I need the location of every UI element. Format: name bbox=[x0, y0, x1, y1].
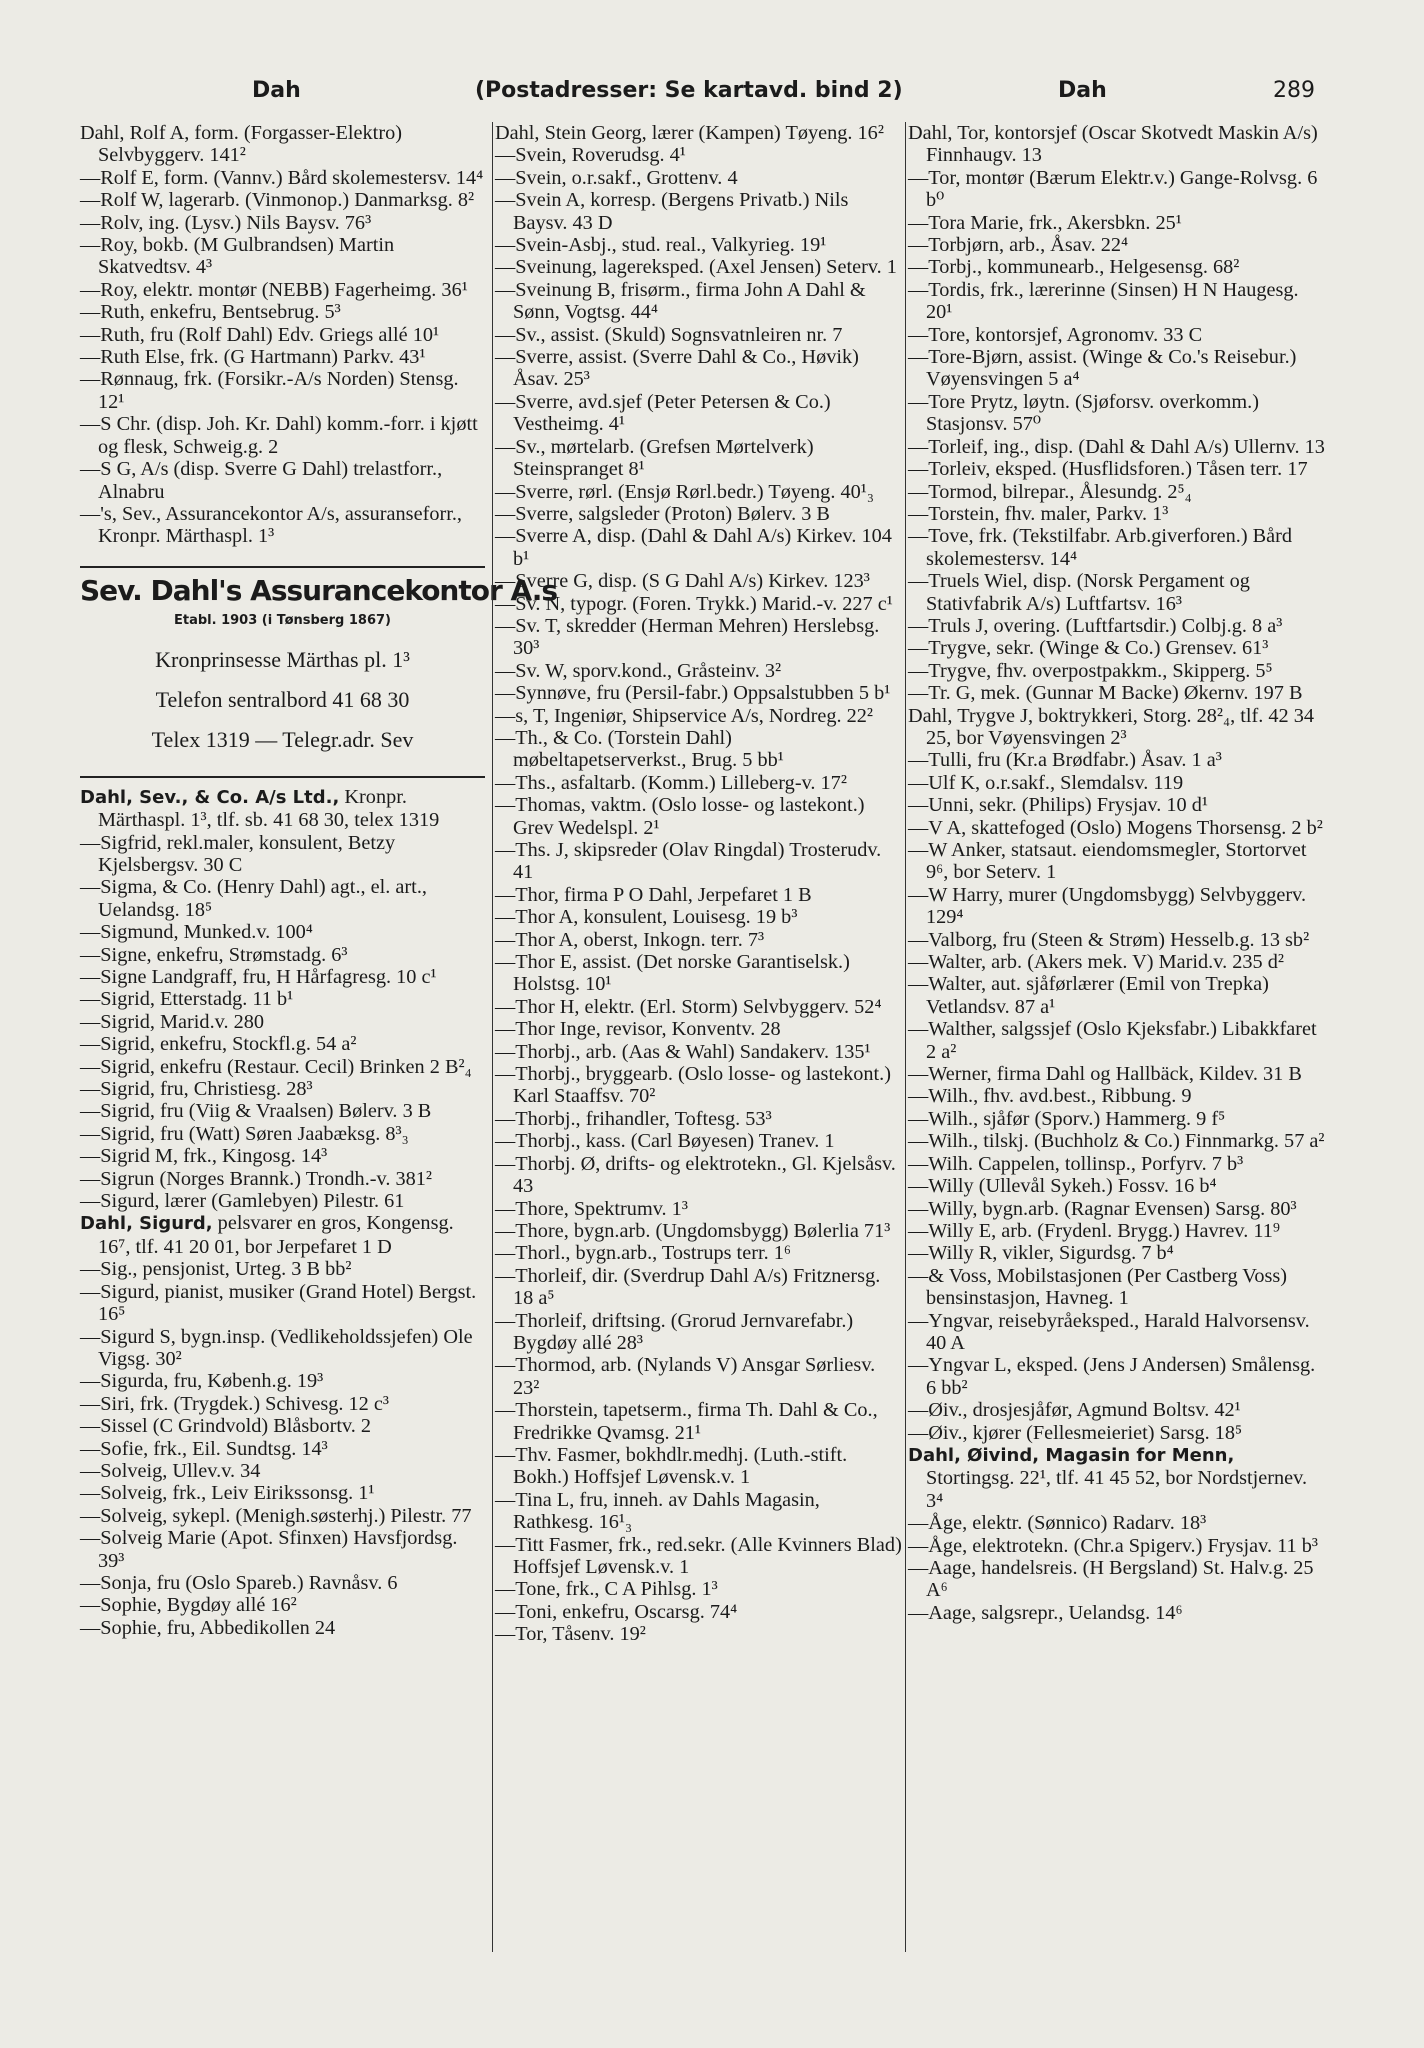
directory-entry bbox=[80, 1011, 485, 1033]
advertisement bbox=[80, 566, 558, 778]
directory-entry bbox=[908, 279, 1326, 324]
directory-entry: —Sveinung B, frisørm., firma John A Dahl & Sønn, Vogtsg. 44⁴ bbox=[495, 278, 866, 324]
ad-address: Kronprinsesse Märthas pl. 1³ bbox=[155, 646, 410, 672]
directory-entry: —Ruth, enkefru, Bentsebrug. 5³ bbox=[80, 301, 341, 324]
entry-text: —Willy, bygn.arb. (Ragnar Evensen) Sarsg. 80³ bbox=[908, 1197, 1297, 1220]
directory-entry bbox=[908, 503, 1326, 525]
directory-entry bbox=[908, 817, 1326, 839]
directory-entry: —Sverre, assist. (Sverre Dahl & Co., Høvik) Åsav. 25³ bbox=[495, 346, 859, 391]
header-right-keyword: Dah bbox=[1058, 78, 1107, 103]
entry-text: —Sigurd, pianist, musiker (Grand Hotel) Bergst. 16⁵ bbox=[80, 1280, 477, 1326]
directory-entry bbox=[80, 1056, 485, 1078]
directory-entry: —Thorbj., bryggearb. (Oslo losse- og lastekont.) Karl Staaffsv. 70² bbox=[495, 1063, 891, 1108]
entry-text: —Ulf K, o.r.sakf., Slemdalsv. 119 bbox=[908, 771, 1184, 794]
directory-entry bbox=[908, 682, 1326, 704]
directory-entry bbox=[908, 481, 1326, 503]
directory-entry bbox=[80, 1168, 485, 1190]
entry-text: —Torleif, ing., disp. (Dahl & Dahl A/s) Ullernv. 13 bbox=[908, 435, 1325, 458]
ad-telex: Telex 1319 — Telegr.adr. Sev bbox=[151, 727, 414, 753]
directory-entry bbox=[80, 1123, 485, 1145]
directory-entry bbox=[908, 324, 1326, 346]
entry-text: —Sigrun (Norges Brannk.) Trondh.-v. 381² bbox=[80, 1167, 432, 1190]
directory-entry: —Thor E, assist. (Det norske Garantiselsk.) Holstsg. 10¹ bbox=[495, 951, 850, 996]
directory-entry bbox=[908, 1602, 1326, 1624]
header-postal-note: (Postadresser: Se kartavd. bind 2) bbox=[475, 78, 903, 103]
entry-text: —Tordis, frk., lærerinne (Sinsen) H N Haugesg. 20¹ bbox=[908, 278, 1299, 324]
directory-entry: —Sverre, avd.sjef (Peter Petersen & Co.) Vestheimg. 4¹ bbox=[495, 390, 831, 436]
directory-entry: —Rolf E, form. (Vannv.) Bård skolemestersv. 14⁴ bbox=[80, 166, 484, 189]
directory-entry bbox=[908, 973, 1326, 1018]
directory-entry: —Svein, o.r.sakf., Grottenv. 4 bbox=[495, 166, 738, 189]
directory-entry bbox=[908, 525, 1326, 570]
directory-entry: —Sverre, rørl. (Ensjø Rørl.bedr.) Tøyeng. 40¹₃ bbox=[495, 480, 874, 503]
entry-text: —Tora Marie, frk., Akersbkn. 25¹ bbox=[908, 211, 1182, 234]
directory-entry bbox=[80, 1393, 485, 1415]
directory-entry: —Thor Inge, revisor, Konventv. 28 bbox=[495, 1018, 781, 1041]
directory-entry: —Sv., assist. (Skuld) Sognsvatnleiren nr. 7 bbox=[495, 323, 843, 346]
entry-text: —Werner, firma Dahl og Hallbäck, Kildev. 31 B bbox=[908, 1063, 1302, 1086]
directory-entry bbox=[80, 1482, 485, 1504]
header-left-keyword: Dah bbox=[252, 78, 301, 103]
directory-entry: —Thorbj., kass. (Carl Bøyesen) Tranev. 1 bbox=[495, 1130, 835, 1153]
column-3 bbox=[905, 122, 1326, 1952]
directory-entry bbox=[908, 570, 1326, 615]
entry-text: —Tulli, fru (Kr.a Brødfabr.) Åsav. 1 a³ bbox=[908, 749, 1222, 772]
directory-entry bbox=[80, 988, 485, 1010]
directory-entry bbox=[908, 1354, 1326, 1399]
entry-text: —Torbjørn, arb., Åsav. 22⁴ bbox=[908, 234, 1129, 257]
directory-entry: —Sverre, salgsleder (Proton) Bølerv. 3 B bbox=[495, 502, 830, 525]
directory-entry bbox=[80, 1460, 485, 1482]
directory-entry bbox=[908, 436, 1326, 458]
column-1 bbox=[80, 122, 558, 1952]
directory-entry bbox=[80, 1033, 485, 1055]
entry-text: —Sigfrid, rekl.maler, konsulent, Betzy Kjelsbergsv. 30 C bbox=[80, 831, 396, 876]
entry-text: —Tormod, bilrepar., Ålesundg. 2⁵₄ bbox=[908, 480, 1192, 503]
directory-entry bbox=[908, 458, 1326, 480]
entry-text: —Trygve, fhv. overpostpakkm., Skipperg. 5⁵ bbox=[908, 659, 1273, 682]
directory-entry bbox=[80, 876, 485, 921]
entry-text: —Walter, arb. (Akers mek. V) Marid.v. 235 d² bbox=[908, 951, 1284, 974]
directory-entry bbox=[80, 1258, 485, 1280]
entry-text: —Tore, kontorsjef, Agronomv. 33 C bbox=[908, 323, 1203, 346]
entry-text: —Sigmund, Munked.v. 100⁴ bbox=[80, 921, 313, 944]
directory-entry bbox=[908, 1130, 1326, 1152]
directory-entry: —Thor, firma P O Dahl, Jerpefaret 1 B bbox=[495, 883, 812, 906]
directory-entry bbox=[908, 1085, 1326, 1107]
directory-entry: —Tor, Tåsenv. 19² bbox=[495, 1623, 646, 1646]
directory-entry-bold bbox=[80, 1212, 485, 1258]
entry-text: —Yngvar, reisebyråeksped., Harald Halvorsensv. 40 A bbox=[908, 1309, 1310, 1354]
directory-entry: —Toni, enkefru, Oscarsg. 74⁴ bbox=[495, 1600, 738, 1623]
entry-text: —Tor, montør (Bærum Elektr.v.) Gange-Rolvsg. 6 b⁰ bbox=[908, 166, 1318, 212]
entry-text: —Sigrid, fru (Watt) Søren Jaabæksg. 8³₃ bbox=[80, 1122, 409, 1145]
directory-entry: —Synnøve, fru (Persil-fabr.) Oppsalstubben 5 b¹ bbox=[495, 682, 891, 705]
directory-entry: —Svein-Asbj., stud. real., Valkyrieg. 19¹ bbox=[495, 234, 827, 257]
entry-text: —Siri, frk. (Trygdek.) Schivesg. 12 c³ bbox=[80, 1392, 389, 1415]
directory-entry: —Sv. N, typogr. (Foren. Trykk.) Marid.-v. 227 c¹ bbox=[495, 592, 893, 615]
page-header bbox=[80, 78, 1325, 114]
entry-text: —Unni, sekr. (Philips) Frysjav. 10 d¹ bbox=[908, 794, 1208, 817]
entry-text: —Tore-Bjørn, assist. (Winge & Co.'s Reisebur.) Vøyensvingen 5 a⁴ bbox=[908, 346, 1297, 391]
directory-entry: —Thore, bygn.arb. (Ungdomsbygg) Bølerlia 71³ bbox=[495, 1219, 891, 1242]
directory-entry: —Thorleif, driftsing. (Grorud Jernvarefabr.) Bygdøy allé 28³ bbox=[495, 1309, 854, 1354]
directory-entry bbox=[80, 1572, 485, 1594]
directory-entry: —Sverre A, disp. (Dahl & Dahl A/s) Kirkev. 104 b¹ bbox=[495, 525, 892, 570]
directory-entry bbox=[908, 1557, 1326, 1602]
directory-entry bbox=[908, 1220, 1326, 1242]
directory-entry: —Sverre G, disp. (S G Dahl A/s) Kirkev. 123³ bbox=[495, 570, 870, 593]
entry-text: —Sigrid, Etterstadg. 11 b¹ bbox=[80, 988, 294, 1011]
ad-phone: Telefon sentralbord 41 68 30 bbox=[155, 686, 410, 712]
entry-text: —Wilh., tilskj. (Buchholz & Co.) Finnmarkg. 57 a² bbox=[908, 1130, 1325, 1153]
entry-text: —Valborg, fru (Steen & Strøm) Hesselb.g. 13 sb² bbox=[908, 928, 1310, 951]
entry-text: —Aage, salgsrepr., Uelandsg. 14⁶ bbox=[908, 1601, 1183, 1624]
column-2 bbox=[492, 122, 903, 1952]
directory-entry bbox=[80, 1617, 485, 1639]
entry-text: —Yngvar L, eksped. (Jens J Andersen) Smålensg. 6 bb² bbox=[908, 1354, 1316, 1399]
directory-entry: —Roy, elektr. montør (NEBB) Fagerheimg. 36¹ bbox=[80, 278, 468, 301]
entry-text: —Åge, elektrotekn. (Chr.a Spigerv.) Frysjav. 11 b³ bbox=[908, 1534, 1318, 1557]
entry-text: —Sigurda, fru, Københ.g. 19³ bbox=[80, 1370, 324, 1393]
directory-entry bbox=[908, 1242, 1326, 1264]
directory-entry bbox=[908, 637, 1326, 659]
entry-text: Stortingsg. 22¹, tlf. 41 45 52, bor Nordstjernev. 3⁴ bbox=[926, 1467, 1308, 1512]
directory-entry: —S G, A/s (disp. Sverre G Dahl) trelastforr., Alnabru bbox=[80, 458, 443, 503]
directory-entry: —Ths., asfaltarb. (Komm.) Lilleberg-v. 17² bbox=[495, 771, 847, 794]
entry-text: —Solveig, frk., Leiv Eirikssonsg. 1¹ bbox=[80, 1482, 375, 1505]
entry-text: —Torbj., kommunearb., Helgesensg. 68² bbox=[908, 256, 1240, 279]
directory-entry bbox=[908, 1512, 1326, 1534]
directory-entry: —Thv. Fasmer, bokhdlr.medhj. (Luth.-stift. Bokh.) Hoffsjef Løvensk.v. 1 bbox=[495, 1443, 848, 1489]
entry-text: —Øiv., drosjesjåfør, Agmund Boltsv. 42¹ bbox=[908, 1399, 1241, 1422]
entry-text: —Sigrid, enkefru, Stockfl.g. 54 a² bbox=[80, 1033, 357, 1056]
entry-text: —Tr. G, mek. (Gunnar M Backe) Økernv. 197 B bbox=[908, 682, 1303, 705]
directory-entry bbox=[80, 832, 485, 877]
entry-text: —Sigurd, lærer (Gamlebyen) Pilestr. 61 bbox=[80, 1190, 405, 1213]
entry-text: —Wilh., sjåfør (Sporv.) Hammerg. 9 f⁵ bbox=[908, 1107, 1226, 1130]
directory-entry bbox=[80, 1527, 485, 1572]
entry-text: —Øiv., kjører (Fellesmeieriet) Sarsg. 18⁵ bbox=[908, 1421, 1243, 1444]
ad-company-name: Sev. Dahl's Assurancekontor A.s bbox=[80, 573, 558, 607]
directory-entry: —Ruth, fru (Rolf Dahl) Edv. Griegs allé 10¹ bbox=[80, 323, 440, 346]
directory-entry bbox=[80, 944, 485, 966]
entry-text: —Tove, frk. (Tekstilfabr. Arb.giverforen.) Bård skolemestersv. 14⁴ bbox=[908, 525, 1293, 570]
directory-entry bbox=[908, 122, 1326, 167]
directory-entry bbox=[80, 1326, 485, 1371]
directory-entry: —Ths. J, skipsreder (Olav Ringdal) Trosterudv. 41 bbox=[495, 839, 882, 884]
entry-text: —Sigrid, Marid.v. 280 bbox=[80, 1010, 265, 1033]
directory-entry bbox=[908, 1422, 1326, 1444]
directory-entry: —Tone, frk., C A Pihlsg. 1³ bbox=[495, 1578, 718, 1601]
directory-entry bbox=[80, 1415, 485, 1437]
entry-text: —Tore Prytz, løytn. (Sjøforsv. overkomm.) Stasjonsv. 57⁰ bbox=[908, 390, 1260, 436]
directory-entry bbox=[908, 660, 1326, 682]
directory-entry: Dahl, Stein Georg, lærer (Kampen) Tøyeng. 16² bbox=[495, 122, 884, 144]
entry-text: —Torstein, fhv. maler, Parkv. 1³ bbox=[908, 502, 1169, 525]
directory-entry-bold bbox=[80, 786, 485, 832]
entry-text: —Willy E, arb. (Frydenl. Brygg.) Havrev. 11⁹ bbox=[908, 1219, 1280, 1242]
page-number: 289 bbox=[1273, 78, 1315, 103]
entry-text: —Solveig, sykepl. (Menigh.søsterhj.) Pilestr. 77 bbox=[80, 1504, 472, 1527]
entry-text: —Signe Landgraff, fru, H Hårfagresg. 10 c¹ bbox=[80, 966, 437, 988]
directory-entry bbox=[908, 212, 1326, 234]
directory-entry bbox=[908, 1535, 1326, 1557]
directory-entry: —Ruth Else, frk. (G Hartmann) Parkv. 43¹ bbox=[80, 346, 426, 369]
directory-entry: —S Chr. (disp. Joh. Kr. Dahl) komm.-forr. i kjøtt og flesk, Schweig.g. 2 bbox=[80, 413, 478, 458]
entry-text: —Solveig Marie (Apot. Sfinxen) Havsfjordsg. 39³ bbox=[80, 1527, 458, 1572]
entry-text: Dahl, Trygve J, boktrykkeri, Storg. 28²₄, tlf. 42 34 25, bor Vøyensvingen 2³ bbox=[908, 704, 1315, 749]
directory-entry bbox=[908, 234, 1326, 256]
directory-entry bbox=[908, 951, 1326, 973]
directory-entry bbox=[80, 1505, 485, 1527]
entry-bold-heading: Dahl, Øivind, Magasin for Menn, bbox=[908, 1444, 1235, 1466]
directory-entry: —Thormod, arb. (Nylands V) Ansgar Sørliesv. 23² bbox=[495, 1354, 876, 1399]
entry-text: —& Voss, Mobilstasjonen (Per Castberg Voss) bensinstasjon, Havneg. 1 bbox=[908, 1264, 1287, 1310]
directory-entry: —Sveinung, lagereksped. (Axel Jensen) Seterv. 1 bbox=[495, 256, 897, 279]
ad-established: Etabl. 1903 (i Tønsberg 1867) bbox=[174, 613, 391, 629]
entry-text: —Truls J, overing. (Luftfartsdir.) Colbj.g. 8 a³ bbox=[908, 614, 1283, 637]
directory-entry bbox=[80, 1078, 485, 1100]
entry-text: —Solveig, Ullev.v. 34 bbox=[80, 1459, 261, 1482]
entry-text: —Åge, elektr. (Sønnico) Radarv. 18³ bbox=[908, 1512, 1207, 1535]
directory-entry bbox=[908, 929, 1326, 951]
directory-entry: —Thorstein, tapetserm., firma Th. Dahl & Co., Fredrikke Qvamsg. 21¹ bbox=[495, 1399, 878, 1444]
column-1-bottom-entries bbox=[80, 786, 485, 1639]
directory-entry-bold bbox=[908, 1444, 1326, 1512]
directory-entry bbox=[908, 1399, 1326, 1421]
column-1-top-entries bbox=[80, 122, 485, 548]
directory-entry: —Thorbj. Ø, drifts- og elektrotekn., Gl. Kjelsåsv. 43 bbox=[495, 1152, 896, 1198]
entry-text: —Sophie, fru, Abbedikollen 24 bbox=[80, 1616, 336, 1639]
entry-text: —Sofie, frk., Eil. Sundtsg. 14³ bbox=[80, 1437, 328, 1460]
directory-entry: —'s, Sev., Assurancekontor A/s, assuranseforr., Kronpr. Märthaspl. 1³ bbox=[80, 502, 462, 548]
entry-text: —V A, skattefoged (Oslo) Mogens Thorsensg. 2 b² bbox=[908, 816, 1323, 839]
directory-entry bbox=[80, 1594, 485, 1616]
directory-entry bbox=[80, 1100, 485, 1122]
entry-text: —Torleiv, eksped. (Husflidsforen.) Tåsen terr. 17 bbox=[908, 458, 1308, 481]
entry-text: —Signe, enkefru, Strømstadg. 6³ bbox=[80, 943, 348, 966]
directory-entry bbox=[80, 1370, 485, 1392]
directory-entry: —Sv. W, sporv.kond., Gråsteinv. 3² bbox=[495, 659, 782, 682]
entry-bold-heading: Dahl, Sev., & Co. A/s Ltd., bbox=[80, 786, 340, 808]
entry-text: —W Harry, murer (Ungdomsbygg) Selvbyggerv. 129⁴ bbox=[908, 883, 1307, 929]
directory-entry: —Rolv, ing. (Lysv.) Nils Baysv. 76³ bbox=[80, 211, 372, 234]
entry-text: —Sigma, & Co. (Henry Dahl) agt., el. art., Uelandsg. 18⁵ bbox=[80, 876, 427, 921]
directory-entry bbox=[80, 1281, 485, 1326]
directory-entry: —Thor A, konsulent, Louisesg. 19 b³ bbox=[495, 906, 798, 929]
entry-text: —Sigrid, fru (Viig & Vraalsen) Bølerv. 3 B bbox=[80, 1100, 432, 1123]
directory-entry: —Svein A, korresp. (Bergens Privatb.) Nils Baysv. 43 D bbox=[495, 189, 849, 234]
entry-text: Kronpr. Märthaspl. 1³, tlf. sb. 41 68 30, telex 1319 bbox=[98, 785, 440, 832]
directory-entry bbox=[908, 391, 1326, 436]
directory-entry bbox=[908, 1108, 1326, 1130]
directory-entry bbox=[908, 1153, 1326, 1175]
directory-entry bbox=[908, 1018, 1326, 1063]
directory-entry: —Sv. T, skredder (Herman Mehren) Herslebsg. 30³ bbox=[495, 614, 880, 660]
directory-entry: —Thor A, oberst, Inkogn. terr. 7³ bbox=[495, 928, 765, 951]
directory-entry bbox=[80, 1145, 485, 1167]
directory-entry bbox=[908, 1063, 1326, 1085]
directory-entry: —s, T, Ingeniør, Shipservice A/s, Nordreg. 22² bbox=[495, 704, 873, 727]
directory-entry bbox=[80, 966, 485, 988]
directory-entry bbox=[80, 1438, 485, 1460]
directory-entry: Dahl, Rolf A, form. (Forgasser-Elektro) Selvbyggerv. 141² bbox=[80, 122, 402, 167]
directory-entry: —Roy, bokb. (M Gulbrandsen) Martin Skatvedtsv. 4³ bbox=[80, 234, 395, 279]
directory-entry bbox=[908, 839, 1326, 884]
entry-text: —Wilh., fhv. avd.best., Ribbung. 9 bbox=[908, 1085, 1192, 1108]
entry-text: —Sonja, fru (Oslo Spareb.) Ravnåsv. 6 bbox=[80, 1571, 398, 1594]
entry-text: —Walther, salgssjef (Oslo Kjeksfabr.) Libakkfaret 2 a² bbox=[908, 1018, 1317, 1063]
directory-entry: —Titt Fasmer, frk., red.sekr. (Alle Kvinners Blad) Hoffsjef Løvensk.v. 1 bbox=[495, 1533, 902, 1578]
directory-entry: —Rønnaug, frk. (Forsikr.-A/s Norden) Stensg. 12¹ bbox=[80, 368, 459, 413]
entry-text: —Willy R, vikler, Sigurdsg. 7 b⁴ bbox=[908, 1242, 1174, 1265]
directory-entry bbox=[908, 256, 1326, 278]
directory-entry: —Sv., mørtelarb. (Grefsen Mørtelverk) Steinspranget 8¹ bbox=[495, 435, 814, 481]
entry-text: —Sigurd S, bygn.insp. (Vedlikeholdssjefen) Ole Vigsg. 30² bbox=[80, 1325, 473, 1370]
entry-text: —W Anker, statsaut. eiendomsmegler, Stortorvet 9⁶, bor Seterv. 1 bbox=[908, 839, 1307, 884]
directory-entry bbox=[908, 794, 1326, 816]
directory-entry: —Thomas, vaktm. (Oslo losse- og lastekont.) Grev Wedelspl. 2¹ bbox=[495, 794, 865, 839]
entry-text: —Wilh. Cappelen, tollinsp., Porfyrv. 7 b³ bbox=[908, 1152, 1244, 1175]
directory-entry: —Thorl., bygn.arb., Tostrups terr. 1⁶ bbox=[495, 1242, 791, 1265]
directory-entry: —Th., & Co. (Torstein Dahl) møbeltapetserverkst., Brug. 5 bb¹ bbox=[495, 726, 784, 772]
directory-entry bbox=[908, 772, 1326, 794]
entry-text: —Willy (Ullevål Sykeh.) Fossv. 16 b⁴ bbox=[908, 1175, 1217, 1198]
directory-entry bbox=[908, 884, 1326, 929]
entry-text: Dahl, Tor, kontorsjef (Oscar Skotvedt Maskin A/s) Finnhaugv. 13 bbox=[908, 122, 1318, 167]
directory-entry bbox=[80, 1190, 485, 1212]
directory-entry: —Rolf W, lagerarb. (Vinmonop.) Danmarksg. 8² bbox=[80, 189, 475, 212]
entry-text: pelsvarer en gros, Kongensg. 16⁷, tlf. 41 20 01, bor Jerpefaret 1 D bbox=[98, 1212, 454, 1258]
entry-text: —Truels Wiel, disp. (Norsk Pergament og Stativfabrik A/s) Luftfartsv. 16³ bbox=[908, 570, 1250, 615]
directory-entry: —Thorleif, dir. (Sverdrup Dahl A/s) Fritznersg. 18 a⁵ bbox=[495, 1264, 881, 1310]
directory-entry bbox=[908, 346, 1326, 391]
entry-text: —Sissel (C Grindvold) Blåsbortv. 2 bbox=[80, 1415, 372, 1438]
directory-entry: —Tina L, fru, inneh. av Dahls Magasin, Rathkesg. 16¹₃ bbox=[495, 1488, 820, 1534]
entry-text: —Sig., pensjonist, Urteg. 3 B bb² bbox=[80, 1258, 352, 1281]
entry-text: —Walter, aut. sjåførlærer (Emil von Trepka) Vetlandsv. 87 a¹ bbox=[908, 973, 1269, 1018]
directory-entry bbox=[908, 749, 1326, 771]
directory-entry: —Thorbj., frihandler, Toftesg. 53³ bbox=[495, 1107, 772, 1130]
directory-entry: —Thore, Spektrumv. 1³ bbox=[495, 1197, 688, 1220]
entry-text: —Sigrid, fru, Christiesg. 28³ bbox=[80, 1078, 313, 1101]
entry-bold-heading: Dahl, Sigurd, bbox=[80, 1213, 213, 1235]
directory-entry bbox=[908, 1310, 1326, 1355]
entry-text: —Aage, handelsreis. (H Bergsland) St. Halv.g. 25 A⁶ bbox=[908, 1557, 1314, 1602]
directory-entry bbox=[80, 921, 485, 943]
entry-text: —Trygve, sekr. (Winge & Co.) Grensev. 61³ bbox=[908, 637, 1269, 660]
entry-text: —Sigrid M, frk., Kingosg. 14³ bbox=[80, 1145, 328, 1168]
directory-entry bbox=[908, 705, 1326, 750]
directory-entry bbox=[908, 167, 1326, 212]
directory-entry bbox=[908, 615, 1326, 637]
entry-text: —Sigrid, enkefru (Restaur. Cecil) Brinken 2 B²₄ bbox=[80, 1055, 472, 1078]
directory-entry bbox=[908, 1175, 1326, 1197]
directory-entry: —Svein, Roverudsg. 4¹ bbox=[495, 144, 686, 167]
entry-text: —Sophie, Bygdøy allé 16² bbox=[80, 1594, 297, 1617]
directory-entry: —Thor H, elektr. (Erl. Storm) Selvbyggerv. 52⁴ bbox=[495, 995, 882, 1018]
directory-entry: —Thorbj., arb. (Aas & Wahl) Sandakerv. 135¹ bbox=[495, 1040, 871, 1063]
directory-entry bbox=[908, 1198, 1326, 1220]
directory-entry bbox=[908, 1265, 1326, 1310]
